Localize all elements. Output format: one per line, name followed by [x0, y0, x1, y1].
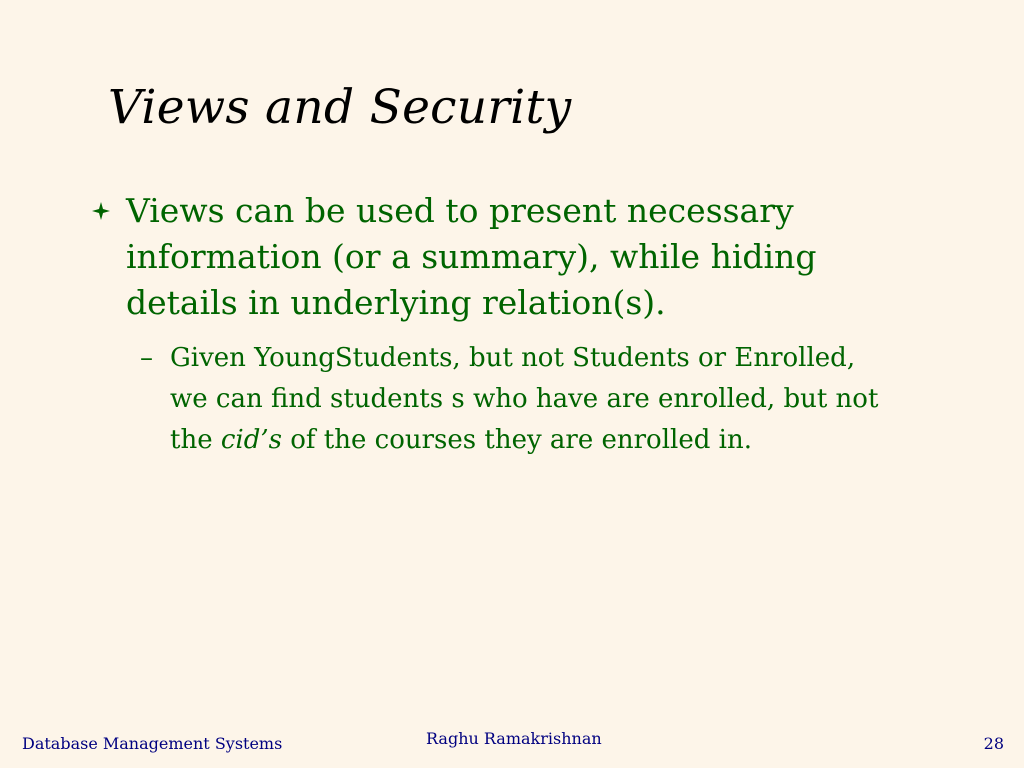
footer-author: Raghu Ramakrishnan [426, 729, 602, 748]
sub-bullet-text-end: of the courses they are enrolled in. [282, 425, 752, 455]
slide-title: Views and Security [108, 80, 572, 135]
sub-bullet-text [170, 338, 900, 461]
sub-bullet-dash: – [140, 343, 153, 373]
sub-bullet-text-start: Given YoungStudents, but not Students or Enrolled, we can find students s who have are enrolled, but not the [170, 343, 879, 455]
footer-course-title: Database Management Systems [22, 734, 283, 753]
sub-bullet-italic-term: cid’s [220, 425, 282, 455]
footer-page-number: 28 [983, 734, 1004, 753]
diamond-bullet-icon [92, 202, 110, 220]
bullet-text: Views can be used to present necessary information (or a summary), while hiding details in underlying relation(s). [126, 191, 817, 322]
